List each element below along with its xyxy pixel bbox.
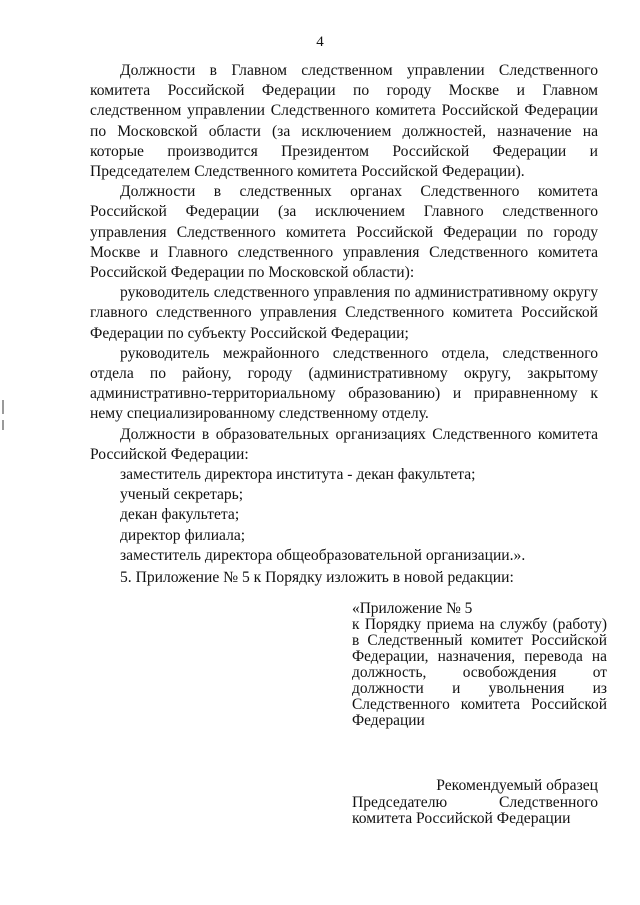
list-item: заместитель директора общеобразовательной организации.». (120, 546, 526, 564)
item-5-instruction: 5. Приложение № 5 к Порядку изложить в новой редакции: (120, 569, 514, 586)
paragraph: Должности в следственных органах Следственного комитета Российской Федерации (за исключением Главного следственного управления Следственного комитета Российской Федерации по городу Москве и Главного следственного управления Следственного комитета Российской Федерации по Московской области): (90, 183, 598, 282)
annex-description: к Порядку приема на службу (работу) в Следственный комитет Российской Федерации, назначения, перевода на должность, освобождения от должности и увольнения из Следственного комитета Российской Федерации (352, 616, 607, 729)
paragraph: руководитель межрайонного следственного отдела, следственного отдела по району, городу (административному округу, закрытому административно-территориальному образованию) и приравненному к нему специализированному следственному отделу. (90, 344, 598, 423)
annex-header (352, 601, 607, 729)
list-item: декан факультета; (120, 506, 240, 524)
list-item: ученый секретарь; (120, 486, 244, 504)
paragraph: руководитель следственного управления по административному округу главного следственного управления Следственного комитета Российской Федерации по субъекту Российской Федерации; (90, 284, 598, 342)
paragraph: Должности в Главном следственном управлении Следственного комитета Российской Федерации по городу Москве и Главном следственном управлении Следственного комитета Российской Федерации по Московской области (за исключением должностей, назначение на которые производится Президентом Российской Федерации и Председателем Следственного комитета Российской Федерации). (90, 62, 598, 181)
annex-title: «Приложение № 5 (352, 600, 473, 617)
list-item: директор филиала; (120, 526, 246, 544)
body-text (90, 61, 598, 566)
paragraph: Должности в образовательных организациях Следственного комитета Российской Федерации: (90, 425, 598, 463)
list-item: заместитель директора института - декан факультета; (120, 466, 476, 484)
scan-margin-mark (2, 400, 4, 414)
sample-label: Рекомендуемый образец (436, 777, 598, 794)
addressee: Председателю Следственного комитета Российской Федерации (352, 794, 598, 827)
page-number: 4 (316, 34, 324, 50)
scan-margin-mark (2, 420, 4, 430)
